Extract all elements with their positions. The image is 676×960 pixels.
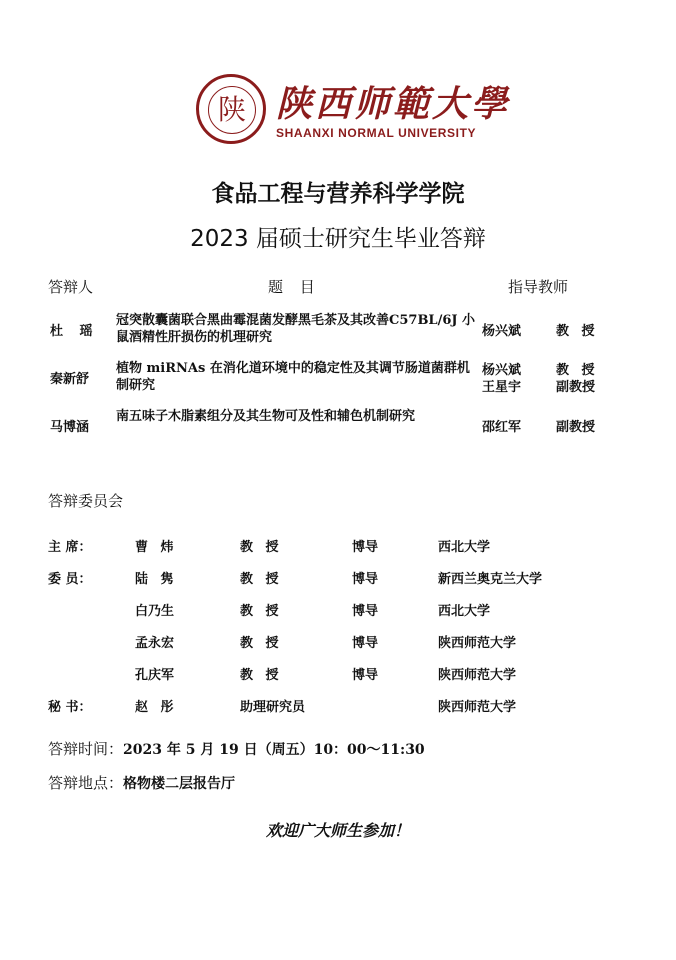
committee-affiliation: 陕西师范大学 — [438, 700, 517, 715]
defense-time — [48, 738, 425, 759]
welcome-message: 欢迎广大师生参加！ — [265, 821, 410, 840]
committee-role: 委 员： — [48, 572, 92, 587]
row1-student: 杜 瑶 — [50, 324, 99, 339]
committee-affiliation: 西北大学 — [438, 540, 491, 555]
committee-role: 秘 书： — [48, 700, 92, 715]
row3-advisor-name: 邵红军 — [482, 420, 522, 435]
row2-advisor1-name: 杨兴斌 — [482, 363, 522, 378]
committee-affiliation: 陕西师范大学 — [438, 668, 517, 683]
committee-role: 主 席： — [48, 540, 92, 555]
row3-topic: 南五味子木脂素组分及其生物可及性和辅色机制研究 — [116, 409, 416, 424]
row2-topic: 植物 miRNAs 在消化道环境中的稳定性及其调节肠道菌群机制研究 — [116, 361, 470, 393]
committee-affiliation: 新西兰奥克兰大学 — [438, 572, 543, 587]
committee-name: 孔庆军 — [135, 668, 175, 683]
row1-advisor-title: 教 授 — [556, 324, 599, 339]
committee-degree: 博导 — [352, 572, 379, 587]
college-title: 食品工程与营养科学学院 — [211, 181, 465, 207]
committee-title: 助理研究员 — [240, 700, 306, 715]
row2-advisor2-name: 王星宇 — [482, 380, 522, 395]
committee-affiliation: 西北大学 — [438, 604, 491, 619]
row1-advisor-name: 杨兴斌 — [482, 324, 522, 339]
row3-advisor-title: 副教授 — [556, 420, 596, 435]
place-label: 答辩地点： — [48, 774, 124, 792]
university-seal — [196, 74, 266, 144]
seal-character: 陕 — [217, 93, 246, 126]
committee-degree: 博导 — [352, 540, 379, 555]
time-label: 答辩时间： — [48, 740, 124, 758]
committee-title: 教 授 — [240, 572, 283, 587]
defense-place — [48, 772, 235, 793]
row1-topic: 冠突散囊菌联合黑曲霉混菌发酵黑毛茶及其改善C57BL/6J 小鼠酒精性肝损伤的机理研究 — [116, 313, 476, 345]
header-topic: 题 目 — [268, 278, 321, 296]
committee-title: 教 授 — [240, 668, 283, 683]
row2-advisor2-title: 副教授 — [556, 380, 596, 395]
committee-affiliation: 陕西师范大学 — [438, 636, 517, 651]
committee-title: 教 授 — [240, 540, 283, 555]
row2-student: 秦新舒 — [50, 372, 90, 387]
header-advisor: 指导教师 — [508, 278, 569, 296]
committee-degree: 博导 — [352, 668, 379, 683]
university-name-en: SHAANXI NORMAL UNIVERSITY — [276, 126, 477, 140]
committee-name: 白乃生 — [135, 604, 175, 619]
committee-name: 陆 隽 — [135, 572, 178, 587]
committee-title: 教 授 — [240, 636, 283, 651]
committee-degree: 博导 — [352, 604, 379, 619]
header-student: 答辩人 — [48, 278, 94, 296]
committee-heading: 答辩委员会 — [48, 492, 124, 510]
event-title: 2023 届硕士研究生毕业答辩 — [190, 226, 486, 252]
row3-student: 马博涵 — [50, 420, 90, 435]
committee-name: 曹 炜 — [135, 540, 178, 555]
committee-title: 教 授 — [240, 604, 283, 619]
university-name-cn: 陕西师範大學 — [276, 83, 511, 125]
university-logo — [196, 74, 511, 146]
time-value: 2023 年 5 月 19 日（周五）10：00～11:30 — [123, 742, 425, 758]
committee-name: 孟永宏 — [135, 636, 175, 651]
row2-advisor1-title: 教 授 — [556, 363, 599, 378]
committee-degree: 博导 — [352, 636, 379, 651]
place-value: 格物楼二层报告厅 — [123, 776, 236, 792]
committee-name: 赵 彤 — [135, 700, 178, 715]
